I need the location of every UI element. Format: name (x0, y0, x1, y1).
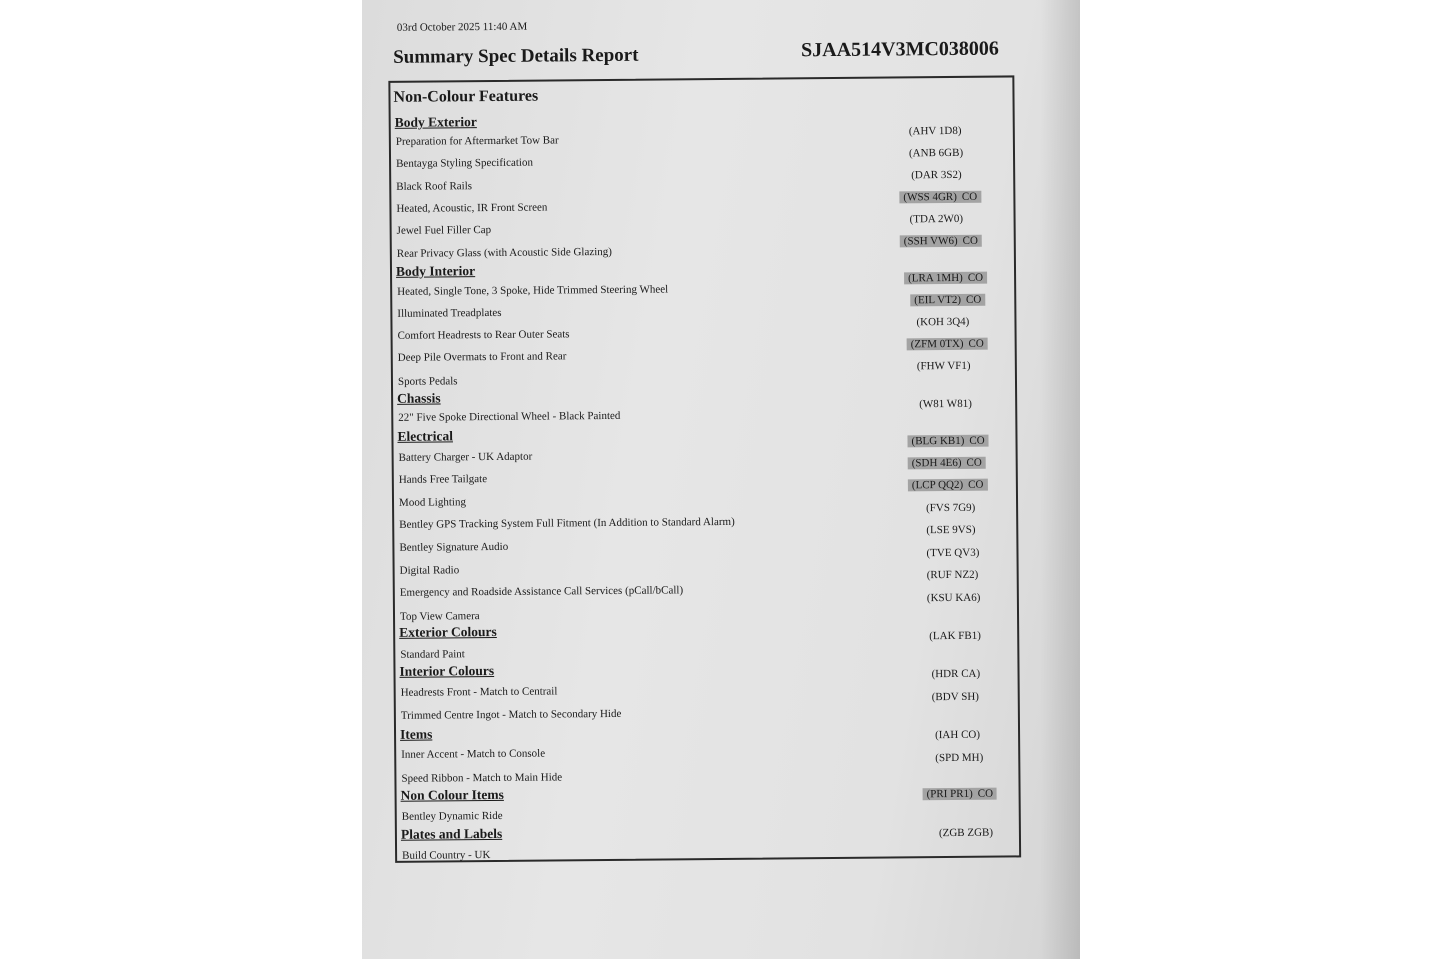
spec-item: Headrests Front - Match to Centrail (400, 685, 558, 699)
co-flag: CO (969, 434, 985, 447)
spec-item: Inner Accent - Match to Console (401, 747, 546, 761)
co-flag: CO (966, 456, 982, 469)
spec-item: Heated, Acoustic, IR Front Screen (396, 201, 548, 215)
section-heading-chassis: Chassis (397, 390, 441, 406)
features-box (388, 75, 1021, 862)
spec-item: Battery Charger - UK Adaptor (398, 450, 533, 464)
spec-item: Jewel Fuel Filler Cap (396, 224, 492, 237)
spec-code: (ANB 6GB) (908, 146, 964, 160)
section-heading-non-colour-items: Non Colour Items (400, 786, 504, 803)
section-heading-items: Items (399, 726, 433, 742)
co-flag: CO (962, 234, 978, 247)
spec-item: Top View Camera (399, 610, 480, 623)
spec-item: Hands Free Tailgate (398, 473, 488, 486)
spec-item: Standard Paint (400, 648, 465, 661)
section-heading-exterior-colours: Exterior Colours (399, 623, 497, 640)
spec-item: Rear Privacy Glass (with Acoustic Side Glazing) (396, 245, 612, 260)
section-heading-electrical: Electrical (397, 428, 453, 444)
spec-code: (ZGB ZGB) (938, 826, 994, 840)
spec-code-highlighted: (BLG KB1) CO (907, 435, 988, 448)
co-flag: CO (967, 271, 984, 284)
spec-item: Black Roof Rails (396, 180, 473, 193)
spec-code: (DAR 3S2) (911, 168, 962, 182)
spec-item: Preparation for Aftermarket Tow Bar (395, 134, 559, 148)
co-flag: CO (965, 293, 982, 306)
vehicle-vin: SJAA514V3MC038006 (800, 37, 999, 62)
spec-code: (SPD MH) (935, 751, 984, 765)
spec-item: Comfort Headrests to Rear Outer Seats (397, 328, 570, 342)
section-heading-body-exterior: Body Exterior (394, 114, 477, 130)
spec-code: (BDV SH) (931, 690, 979, 704)
spec-code-highlighted: (LCP QQ2) CO (908, 479, 988, 492)
spec-code: (AHV 1D8) (908, 124, 962, 138)
co-flag: CO (968, 337, 984, 350)
co-flag: CO (968, 478, 984, 491)
spec-item: 22" Five Spoke Directional Wheel - Black Painted (398, 409, 621, 424)
spec-code-highlighted: (SDH 4E6) CO (908, 457, 986, 470)
spec-code: (HDR CA) (931, 667, 981, 681)
spec-code: (KSU KA6) (926, 591, 981, 605)
spec-item: Deep Pile Overmats to Front and Rear (397, 350, 567, 364)
spec-item: Mood Lighting (398, 496, 466, 509)
box-heading: Non-Colour Features (393, 87, 539, 106)
spec-item: Bentayga Styling Specification (396, 156, 533, 170)
co-flag: CO (977, 787, 994, 800)
spec-code: (FHW VF1) (916, 359, 971, 373)
spec-code: (TDA 2W0) (909, 212, 964, 226)
spec-item: Build Country - UK (402, 849, 491, 862)
section-heading-plates-and-labels: Plates and Labels (400, 825, 503, 842)
spec-code-highlighted: (SSH VW6) CO (900, 235, 982, 248)
spec-code: (LAK FB1) (929, 629, 981, 643)
spec-item: Sports Pedals (397, 375, 458, 388)
report-title: Summary Spec Details Report (393, 44, 639, 68)
spec-code: (TVE QV3) (926, 546, 980, 560)
spec-code-highlighted: (ZFM 0TX) CO (907, 338, 988, 351)
spec-item: Heated, Single Tone, 3 Spoke, Hide Trimmed Steering Wheel (397, 283, 669, 298)
spec-code-highlighted: (LRA 1MH) CO (904, 272, 987, 285)
spec-item: Illuminated Treadplates (397, 306, 502, 320)
spec-code: (RUF NZ2) (926, 568, 979, 582)
spec-item: Emergency and Roadside Assistance Call Services (pCall/bCall) (399, 584, 684, 599)
section-heading-interior-colours: Interior Colours (399, 662, 495, 679)
spec-item: Speed Ribbon - Match to Main Hide (401, 771, 563, 785)
co-flag: CO (961, 190, 978, 203)
spec-item: Digital Radio (399, 564, 460, 577)
spec-code-highlighted: (EIL VT2) CO (910, 294, 985, 307)
document-photo (362, 0, 1080, 959)
report-date: 03rd October 2025 11:40 AM (396, 20, 528, 34)
section-heading-body-interior: Body Interior (395, 263, 476, 279)
spec-code: (FVS 7G9) (926, 501, 976, 515)
spec-item: Bentley Dynamic Ride (401, 809, 503, 823)
spec-report-page (362, 0, 1080, 959)
spec-code-highlighted: (WSS 4GR) CO (899, 191, 981, 204)
spec-item: Bentley Signature Audio (399, 540, 509, 554)
spec-code: (KOH 3Q4) (916, 315, 970, 329)
spec-item: Bentley GPS Tracking System Full Fitment (In Addition to Standard Alarm) (399, 515, 735, 531)
spec-item: Trimmed Centre Ingot - Match to Secondary Hide (400, 707, 622, 722)
spec-code: (W81 W81) (919, 397, 972, 411)
spec-code: (IAH CO) (935, 728, 981, 742)
spec-code: (LSE 9VS) (926, 523, 976, 537)
spec-code-highlighted: (PRI PR1) CO (923, 788, 998, 801)
